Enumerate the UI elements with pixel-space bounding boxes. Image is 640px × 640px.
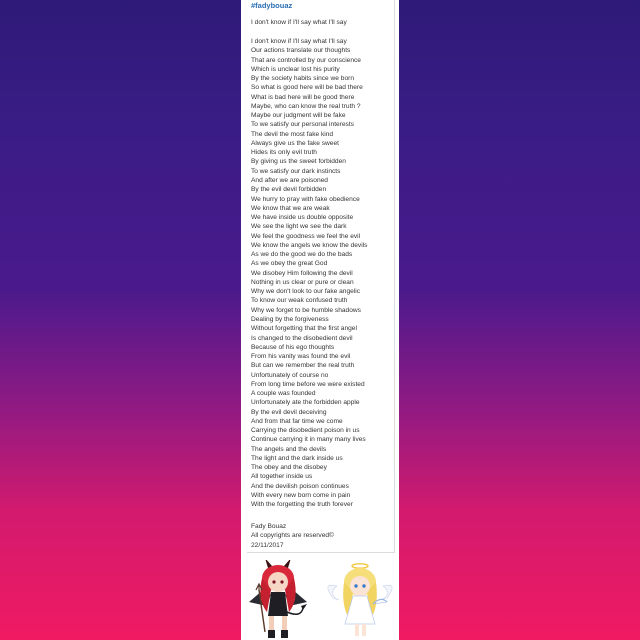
poem-line: Hides its only evil truth [251,149,317,157]
poem-line: From long time before we were existed [251,380,365,388]
poem-line: We feel the goodness we feel the evil [251,232,361,240]
poem-line: The angels and the devils [251,445,327,453]
poem-line: By giving us the sweet forbidden [251,158,346,166]
poem-line: And the devilish poison continues [251,482,349,490]
poem-line: We know the angels we know the devils [251,241,368,249]
author-name: Fady Bouaz [251,523,287,530]
poem-line: As we obey the great God [251,260,328,268]
poem-line: To we satisfy our personal interests [251,121,354,129]
poem-line: All together inside us [251,473,313,481]
poem-line: Why we don't look to our fake angelic [251,288,361,296]
poem-line: That are controlled by our conscience [251,56,361,64]
poem-line: What is bad here will be good there [251,93,355,101]
post-date: 22/11/2017 [251,541,284,549]
poem-line: And from that far time we come [251,417,343,425]
poem-line: We have inside us double opposite [251,214,354,222]
poem-line: Always give us the fake sweet [251,139,339,147]
poem-line: As we do the good we do the bads [251,251,353,259]
poem-line: A couple was founded [251,390,316,398]
poem-line: And after we are poisoned [251,176,328,184]
poem-line: Unfortunately ate the forbidden apple [251,399,360,407]
poem-line: Is changed to the disobedient devil [251,334,353,342]
poem-line: But can we remember the real truth [251,362,355,370]
poem-line: By the society habits since we born [251,75,354,83]
poem-line: Because of his ego thoughts [251,343,335,351]
poem-line: So what is good here will be bad there [251,84,363,92]
poem-line: We know that we are weak [251,204,330,212]
poem-line: With every new born come in pain [251,492,351,500]
angel-devil-illustration [241,560,399,640]
poem-line: I don't know if I'll say what I'll say [251,38,347,45]
poem-line: The devil the most fake kind [251,130,334,138]
hashtag-link[interactable]: #fadybouaz [251,1,293,10]
devil-girl-illustration [249,560,307,638]
poem-line: To know our weak confused truth [251,297,348,305]
poem-line: The light and the dark inside us [251,454,343,462]
signature-block [251,522,334,550]
poem-line: We hurry to pray with fake obedience [251,195,360,203]
poem-line: By the evil devil forbidden [251,186,327,194]
poem-line: Carrying the disobedient poison in us [251,427,360,435]
poem-line: Which is unclear lost his purity [251,65,340,73]
poem-line: By the evil devil deceiving [251,408,327,416]
poem-line: To we satisfy our dark instincts [251,167,341,175]
poem-line: Maybe our judgment will be fake [251,112,346,120]
poem-line: We disobey Him following the devil [251,269,353,277]
poem-line: Why we forget to be humble shadows [251,306,361,314]
poem-line: Nothing in us clear or pure or clean [251,278,354,286]
poem-line: We see the light we see the dark [251,223,347,231]
poem-card [247,0,395,553]
poem-line: Dealing by the forgiveness [251,315,329,323]
post-panel [241,0,399,640]
poem-line: Continue carrying it in many many lives [251,436,366,444]
angel-girl-illustration [328,564,392,636]
poem-line: From his vanity was found the evil [251,353,351,361]
copyright-notice: All copyrights are reserved© [251,532,334,540]
poem-line: With the forgetting the truth forever [251,501,353,509]
poem-body [251,37,367,510]
poem-line: Without forgetting that the first angel [251,325,357,333]
poem-line: The obey and the disobey [251,464,327,472]
poem-intro-line: I don't know if I'll say what I'll say [251,19,347,26]
poem-line: Maybe, who can know the real truth ? [251,102,361,110]
poem-line: Unfortunately of course no [251,371,329,379]
poem-line: Our actions translate our thoughts [251,47,351,55]
